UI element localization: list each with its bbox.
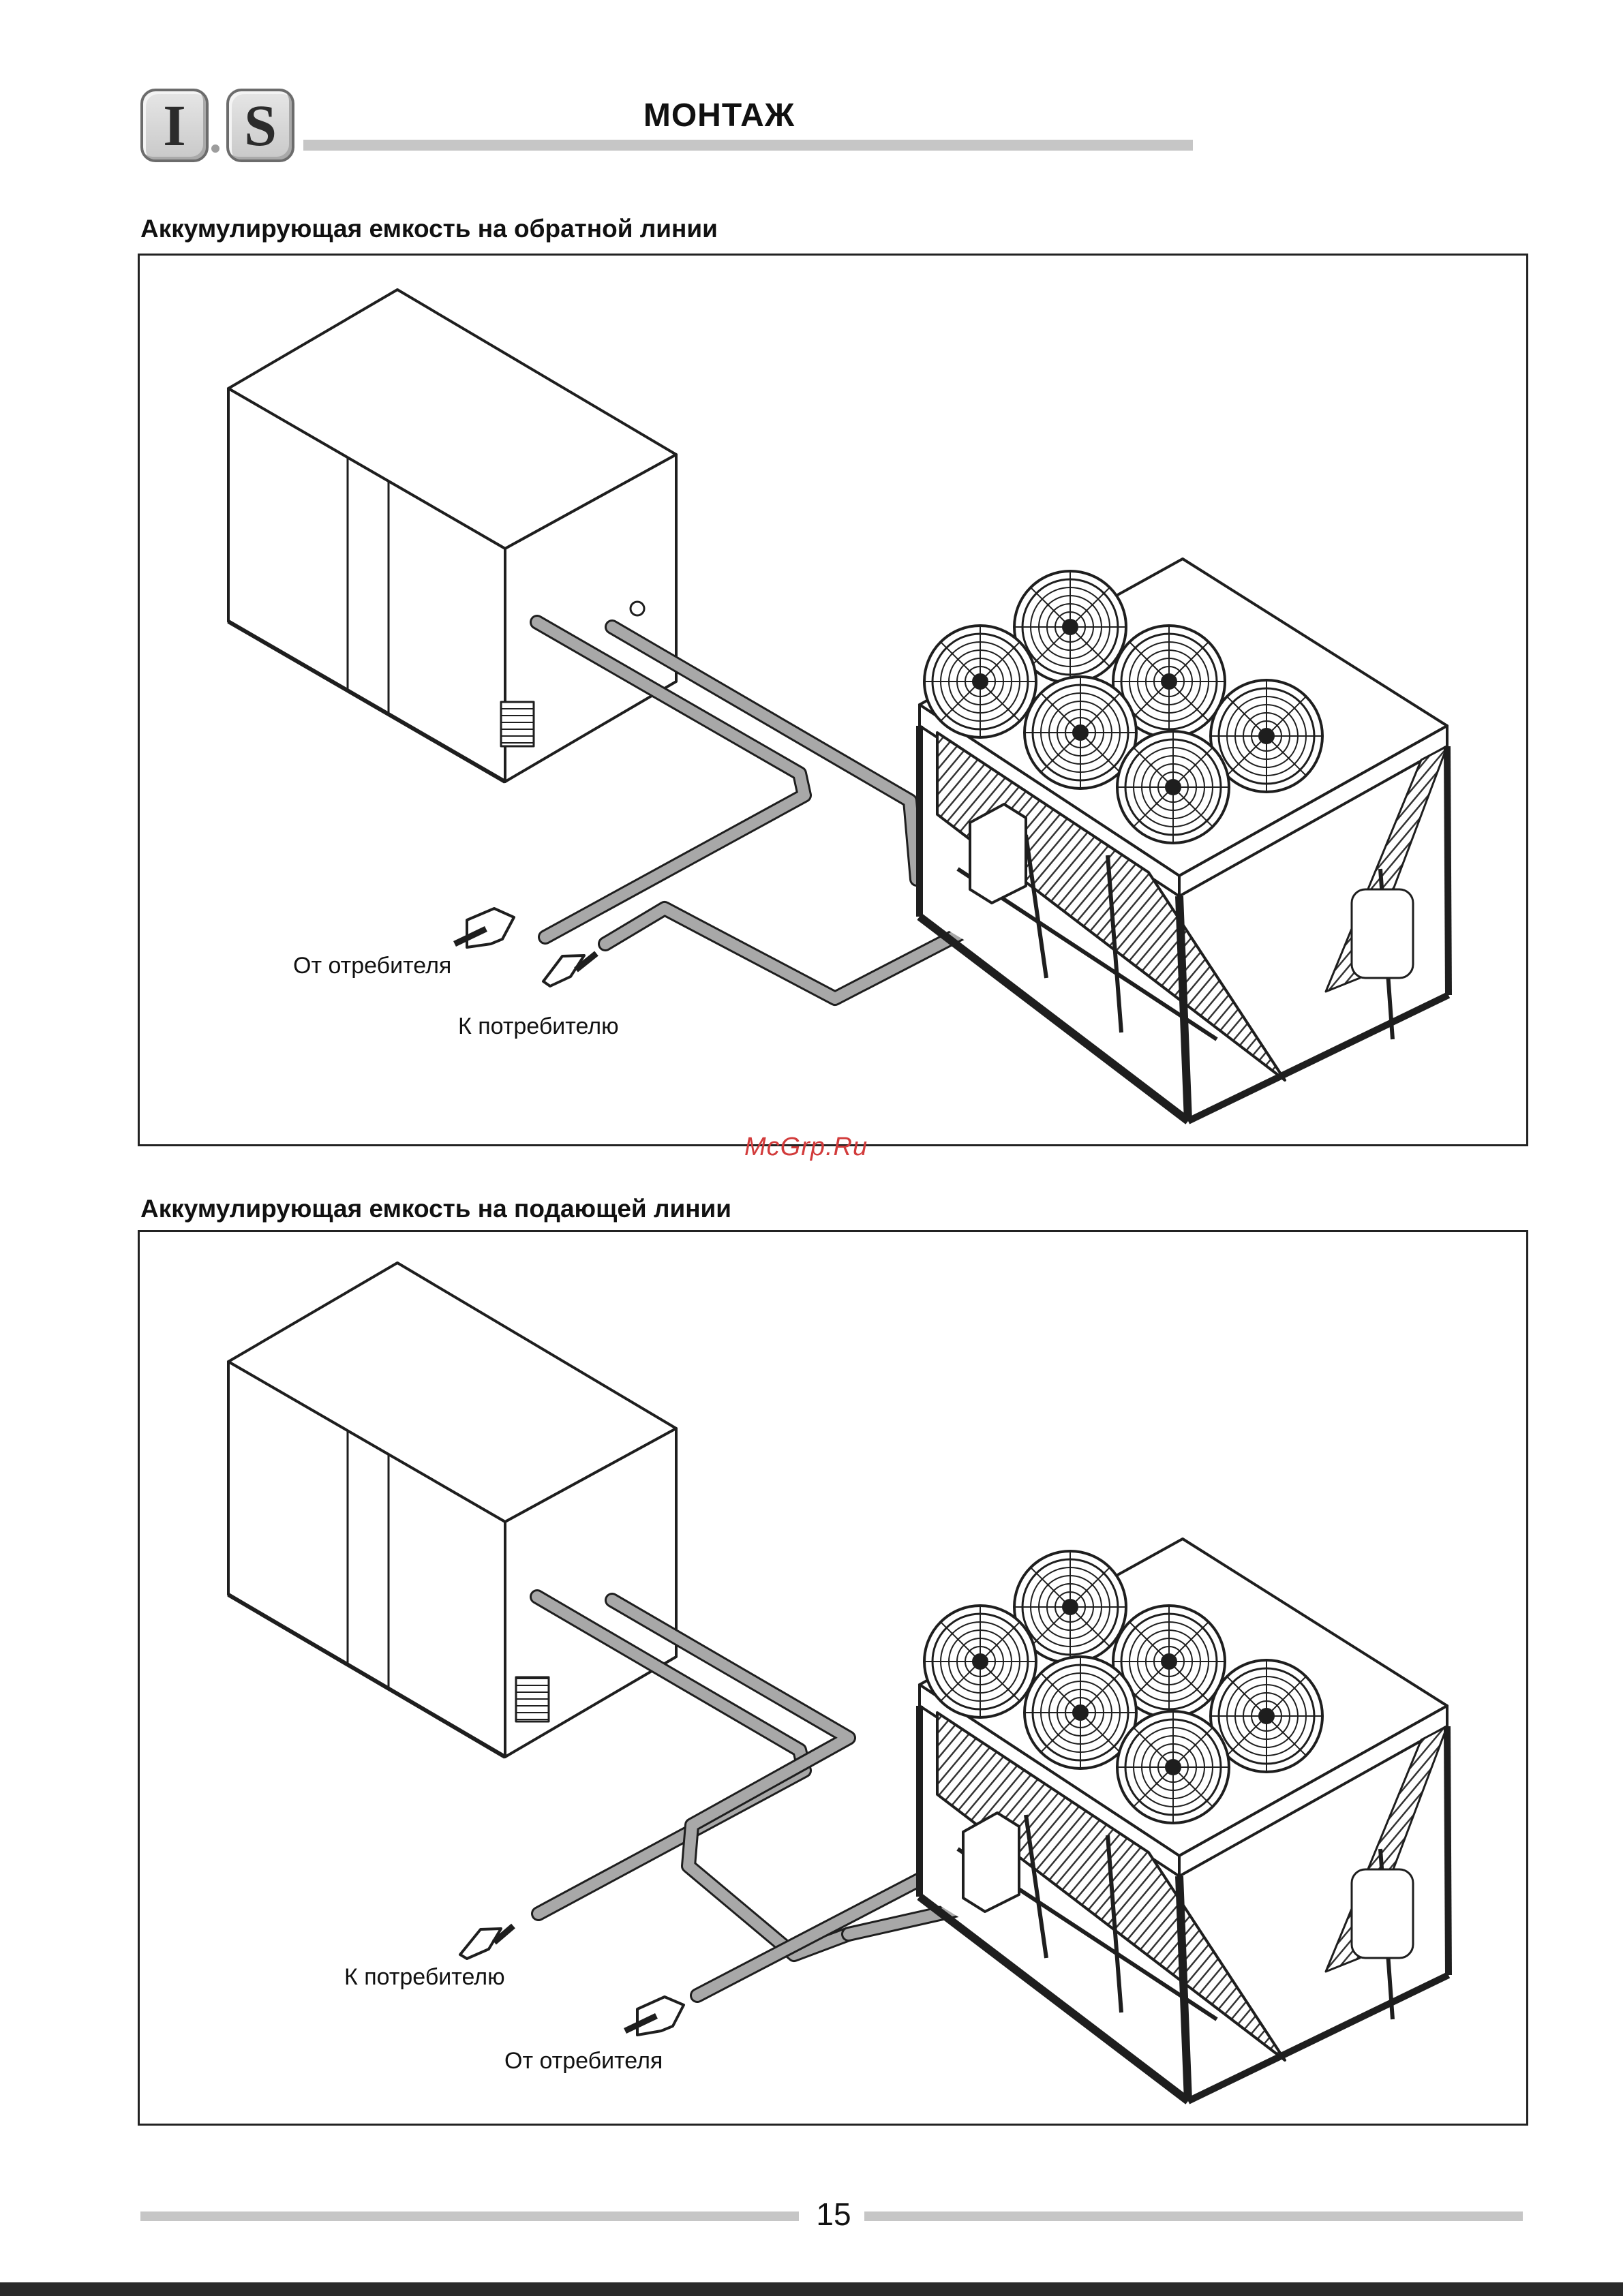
header-rule [303, 140, 1193, 151]
footer-rule-right [864, 2211, 1523, 2221]
label-from-consumer-1: От отребителя [293, 953, 452, 979]
logo-letter-i: I [140, 89, 209, 162]
installation-diagram-1 [140, 256, 1528, 1146]
label-to-consumer-1: К потребителю [458, 1013, 619, 1039]
diagram-supply-line [138, 1230, 1528, 2126]
page-number: 15 [816, 2196, 851, 2232]
diagram-return-line [138, 254, 1528, 1146]
watermark: McGrp.Ru [744, 1133, 868, 1161]
storage-tank [228, 1263, 676, 1757]
logo-dot [211, 144, 219, 153]
storage-tank [228, 290, 676, 782]
dry-cooler [920, 559, 1448, 1128]
scan-edge [0, 2282, 1623, 2296]
page-title: МОНТАЖ [643, 97, 795, 134]
arrow-from-consumer [455, 908, 514, 947]
installation-diagram-2 [140, 1232, 1528, 2126]
section-1-title: Аккумулирующая емкость на обратной линии [140, 215, 718, 243]
footer-rule-left [140, 2211, 799, 2221]
arrow-to-consumer [543, 953, 596, 986]
label-to-consumer-2: К потребителю [344, 1964, 505, 1990]
label-from-consumer-2: От отребителя [504, 2048, 663, 2074]
logo-letter-s: S [226, 89, 294, 162]
section-2-title: Аккумулирующая емкость на подающей линии [140, 1195, 732, 1223]
arrow-from-consumer [625, 1997, 684, 2035]
dry-cooler [920, 1539, 1448, 2111]
arrow-to-consumer [460, 1926, 513, 1959]
